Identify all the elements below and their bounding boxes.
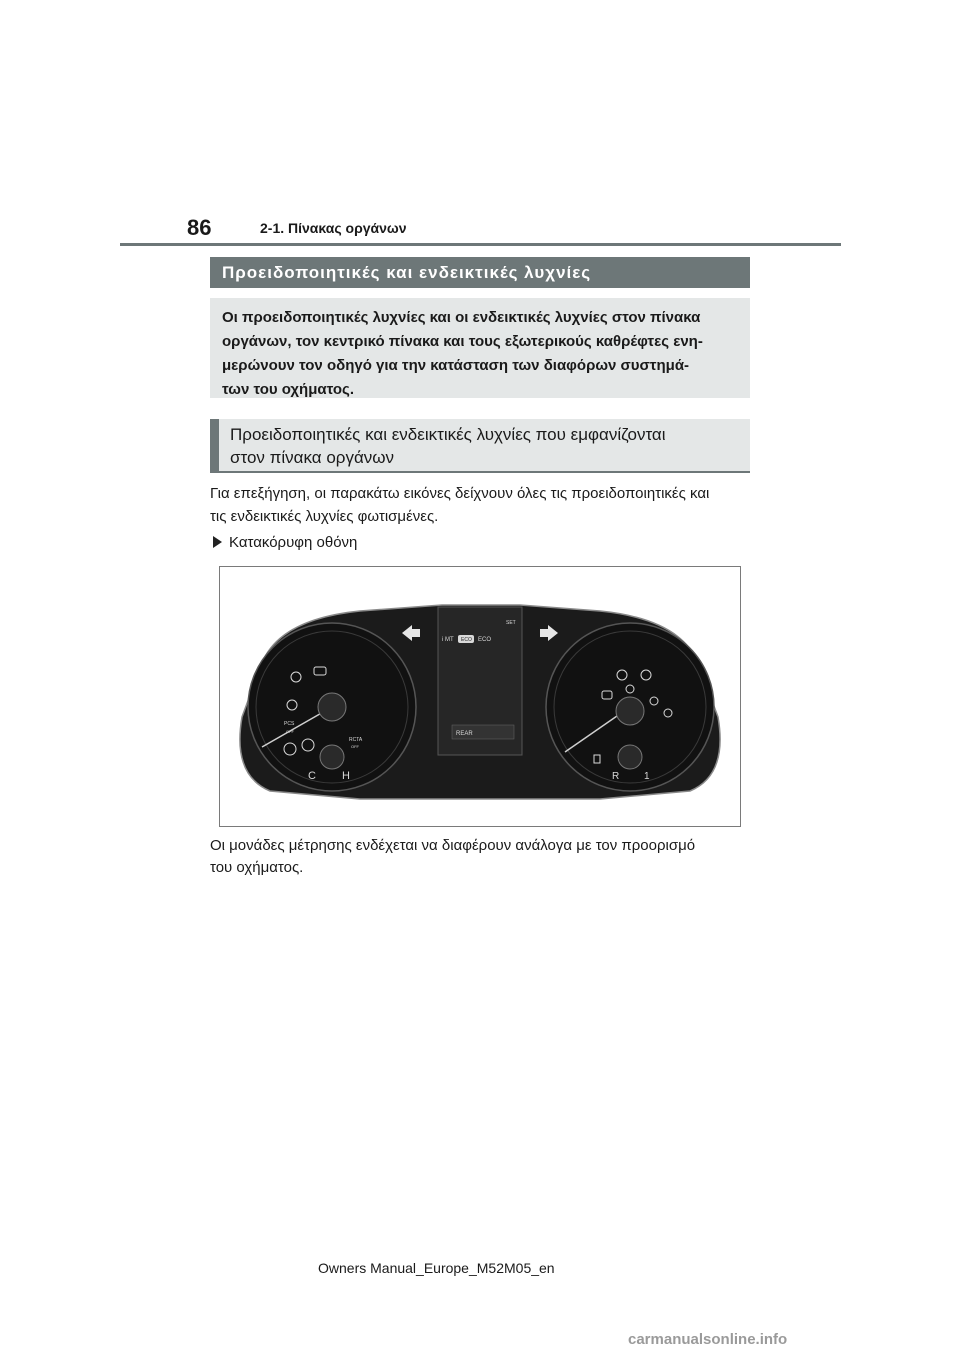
rear-label: REAR xyxy=(456,731,473,737)
note-line: Οι μονάδες μέτρησης ενδέχεται να διαφέρουν ανάλογα με τον προορισμό xyxy=(210,837,696,854)
pcs-off-label: OFF xyxy=(286,729,294,734)
intro-box xyxy=(210,298,750,398)
gear-r-label: R xyxy=(612,771,620,782)
eco-badge-label: ECO xyxy=(461,637,472,643)
chapter-title: 2-1. Πίνακας οργάνων xyxy=(260,220,407,236)
fuel-gauge-hub xyxy=(618,745,642,769)
intro-line: των του οχήματος. xyxy=(222,381,355,398)
note-line: του οχήματος. xyxy=(210,859,304,876)
rcta-label: RCTA xyxy=(349,737,363,743)
header-divider xyxy=(120,243,841,246)
bullet-item xyxy=(213,533,357,553)
right-gauge-hub xyxy=(616,697,644,725)
intro-line: οργάνων, τον κεντρικό πίνακα και τους εξωτερικούς καθρέφτες ενη- xyxy=(222,333,703,350)
body-paragraph xyxy=(210,482,709,528)
page-number: 86 xyxy=(187,215,212,240)
intro-line: μερώνουν τον οδηγό για την κατάσταση των διαφόρων συστημά- xyxy=(222,357,690,374)
temp-cold-label: C xyxy=(308,770,316,782)
triangle-bullet-icon xyxy=(213,536,222,548)
bullet-label: Κατακόρυφη οθόνη xyxy=(229,534,358,551)
right-gauge xyxy=(546,623,714,791)
note-paragraph xyxy=(210,835,695,879)
set-label: SET xyxy=(506,620,516,626)
imt-label: i MT xyxy=(442,637,454,643)
body-line: Για επεξήγηση, οι παρακάτω εικόνες δείχνουν όλες τις προειδοποιητικές και xyxy=(210,485,710,502)
eco-label: ECO xyxy=(478,637,492,643)
instrument-cluster-figure xyxy=(219,566,741,827)
subsection-accent-bar xyxy=(210,419,219,471)
body-line: τις ενδεικτικές λυχνίες φωτισμένες. xyxy=(210,508,439,525)
watermark: carmanualsonline.info xyxy=(628,1331,788,1348)
footer-manual-id: Owners Manual_Europe_M52M05_en xyxy=(318,1260,555,1276)
subsection-title-line: Προειδοποιητικές και ενδεικτικές λυχνίες που εμφανίζονται xyxy=(230,425,666,444)
subsection-title-line: στον πίνακα οργάνων xyxy=(230,448,395,467)
section-title: Προειδοποιητικές και ενδεικτικές λυχνίες xyxy=(210,257,750,288)
left-gauge-hub xyxy=(318,693,346,721)
pcs-label: PCS xyxy=(284,721,295,727)
subsection-heading xyxy=(210,419,750,473)
temp-hot-label: H xyxy=(342,770,350,782)
intro-line: Οι προειδοποιητικές λυχνίες και οι ενδεικτικές λυχνίες στον πίνακα xyxy=(222,309,701,326)
subsection-title xyxy=(230,423,666,469)
gear-1-label: 1 xyxy=(644,771,650,782)
instrument-cluster-illustration xyxy=(220,567,740,826)
rcta-off-label: OFF xyxy=(351,744,359,749)
left-gauge xyxy=(248,623,416,791)
temp-gauge-hub xyxy=(320,745,344,769)
center-multi-information-display xyxy=(438,607,522,755)
